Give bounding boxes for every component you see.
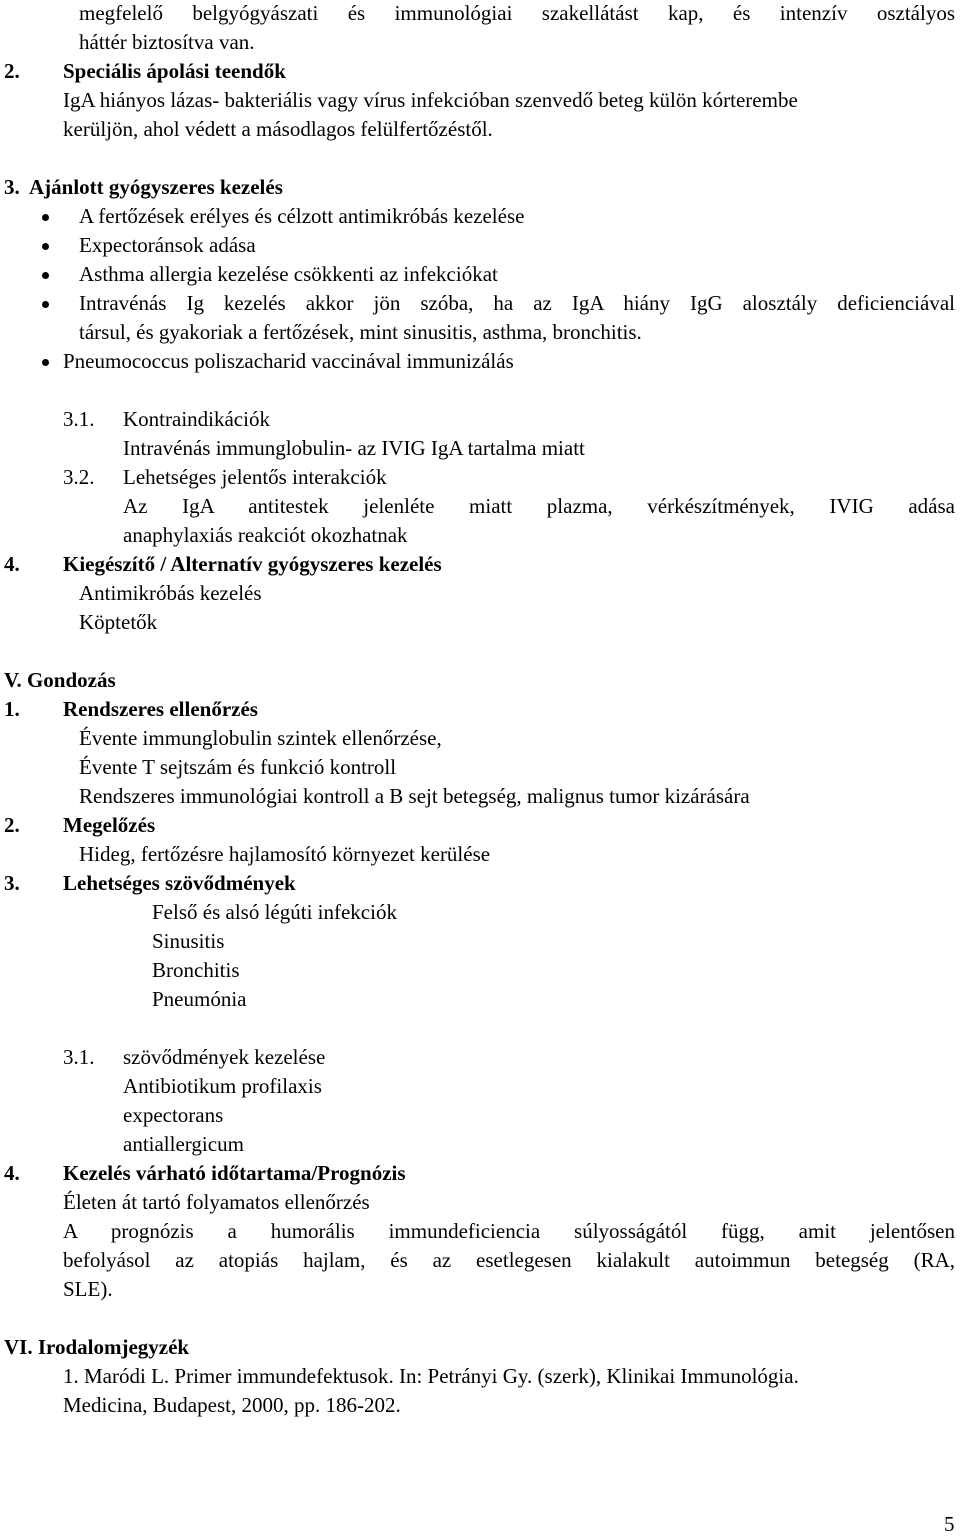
gondozas-heading: V. Gondozás — [4, 668, 116, 692]
bullet-icon — [42, 272, 49, 279]
s4-item-2: Köptetők — [79, 610, 158, 634]
s3-sub1-number: 3.1. — [63, 407, 95, 431]
s3-bullet-3: Asthma allergia kezelése csökkenti az infekciókat — [79, 262, 498, 286]
s3-sub2-line-1: Az IgA antitestek jelenléte miatt plazma, vérkészítmények, IVIG adása — [123, 494, 955, 518]
g4-line-2: A prognózis a humorális immundeficiencia súlyosságától függ, amit jelentősen — [63, 1219, 955, 1243]
bullet-icon — [42, 359, 49, 366]
bullet-icon — [42, 243, 49, 250]
g3-item-3: Bronchitis — [152, 958, 240, 982]
g4-line-3: befolyásol az atopiás hajlam, és az esetlegesen kialakult autoimmun betegség (RA, — [63, 1248, 955, 1272]
g3-sub-item-3: antiallergicum — [123, 1132, 244, 1156]
s3-bullet-2: Expectoránsok adása — [79, 233, 256, 257]
g1-item-3: Rendszeres immunológiai kontroll a B sejt betegség, malignus tumor kizárására — [79, 784, 750, 808]
g1-item-2: Évente T sejtszám és funkció kontroll — [79, 755, 397, 779]
g2-title: Megelőzés — [63, 813, 156, 837]
g2-text: Hideg, fertőzésre hajlamosító környezet kerülése — [79, 842, 491, 866]
irodalom-line-2: Medicina, Budapest, 2000, pp. 186-202. — [63, 1393, 401, 1417]
g2-number: 2. — [4, 813, 20, 837]
s3-sub1-title: Kontraindikációk — [123, 407, 270, 431]
s3-title: Ajánlott gyógyszeres kezelés — [29, 175, 283, 199]
g1-number: 1. — [4, 697, 20, 721]
s3-number: 3. — [4, 175, 20, 199]
g3-item-1: Felső és alsó légúti infekciók — [152, 900, 397, 924]
g3-sub-item-2: expectorans — [123, 1103, 224, 1127]
g1-title: Rendszeres ellenőrzés — [63, 697, 258, 721]
g4-title: Kezelés várható időtartama/Prognózis — [63, 1161, 406, 1185]
s3-sub2-line-2: anaphylaxiás reakciót okozhatnak — [123, 523, 408, 547]
g3-number: 3. — [4, 871, 20, 895]
s3-bullet-4: Intravénás Ig kezelés akkor jön szóba, ha az IgA hiány IgG alosztály deficienciával — [79, 291, 955, 315]
s2-number: 2. — [4, 59, 20, 83]
page-number: 5 — [944, 1512, 955, 1536]
irodalom-line-1: 1. Maródi L. Primer immundefektusok. In: Petrányi Gy. (szerk), Klinikai Immunológia. — [63, 1364, 799, 1388]
bullet-icon — [42, 214, 49, 221]
g3-item-2: Sinusitis — [152, 929, 225, 953]
s2-title: Speciális ápolási teendők — [63, 59, 286, 83]
g3-sub-title: szövődmények kezelése — [123, 1045, 326, 1069]
s2-line-2: kerüljön, ahol védett a másodlagos felülfertőzéstől. — [63, 117, 493, 141]
s4-title: Kiegészítő / Alternatív gyógyszeres kezelés — [63, 552, 442, 576]
g4-number: 4. — [4, 1161, 20, 1185]
s3-bullet-1: A fertőzések erélyes és célzott antimikróbás kezelése — [79, 204, 525, 228]
s3-sub1-text: Intravénás immunglobulin- az IVIG IgA tartalma miatt — [123, 436, 585, 460]
g3-sub-item-1: Antibiotikum profilaxis — [123, 1074, 322, 1098]
intro-line-2: háttér biztosítva van. — [79, 30, 255, 54]
s4-number: 4. — [4, 552, 20, 576]
g3-item-4: Pneumónia — [152, 987, 247, 1011]
s4-item-1: Antimikróbás kezelés — [79, 581, 262, 605]
g1-item-1: Évente immunglobulin szintek ellenőrzése, — [79, 726, 442, 750]
s3-bullet-5: Pneumococcus poliszacharid vaccinával immunizálás — [63, 349, 514, 373]
s3-sub2-title: Lehetséges jelentős interakciók — [123, 465, 387, 489]
s3-bullet-4-cont: társul, és gyakoriak a fertőzések, mint sinusitis, asthma, bronchitis. — [79, 320, 642, 344]
g4-line-1: Életen át tartó folyamatos ellenőrzés — [63, 1190, 370, 1214]
bullet-icon — [42, 301, 49, 308]
s2-line-1: IgA hiányos lázas- bakteriális vagy vírus infekcióban szenvedő beteg külön kórterembe — [63, 88, 798, 112]
g3-sub-number: 3.1. — [63, 1045, 95, 1069]
s3-sub2-number: 3.2. — [63, 465, 95, 489]
g3-title: Lehetséges szövődmények — [63, 871, 296, 895]
irodalom-heading: VI. Irodalomjegyzék — [4, 1335, 190, 1359]
intro-line-1: megfelelő belgyógyászati és immunológiai szakellátást kap, és intenzív osztályos — [79, 1, 955, 25]
g4-line-4: SLE). — [63, 1277, 113, 1301]
